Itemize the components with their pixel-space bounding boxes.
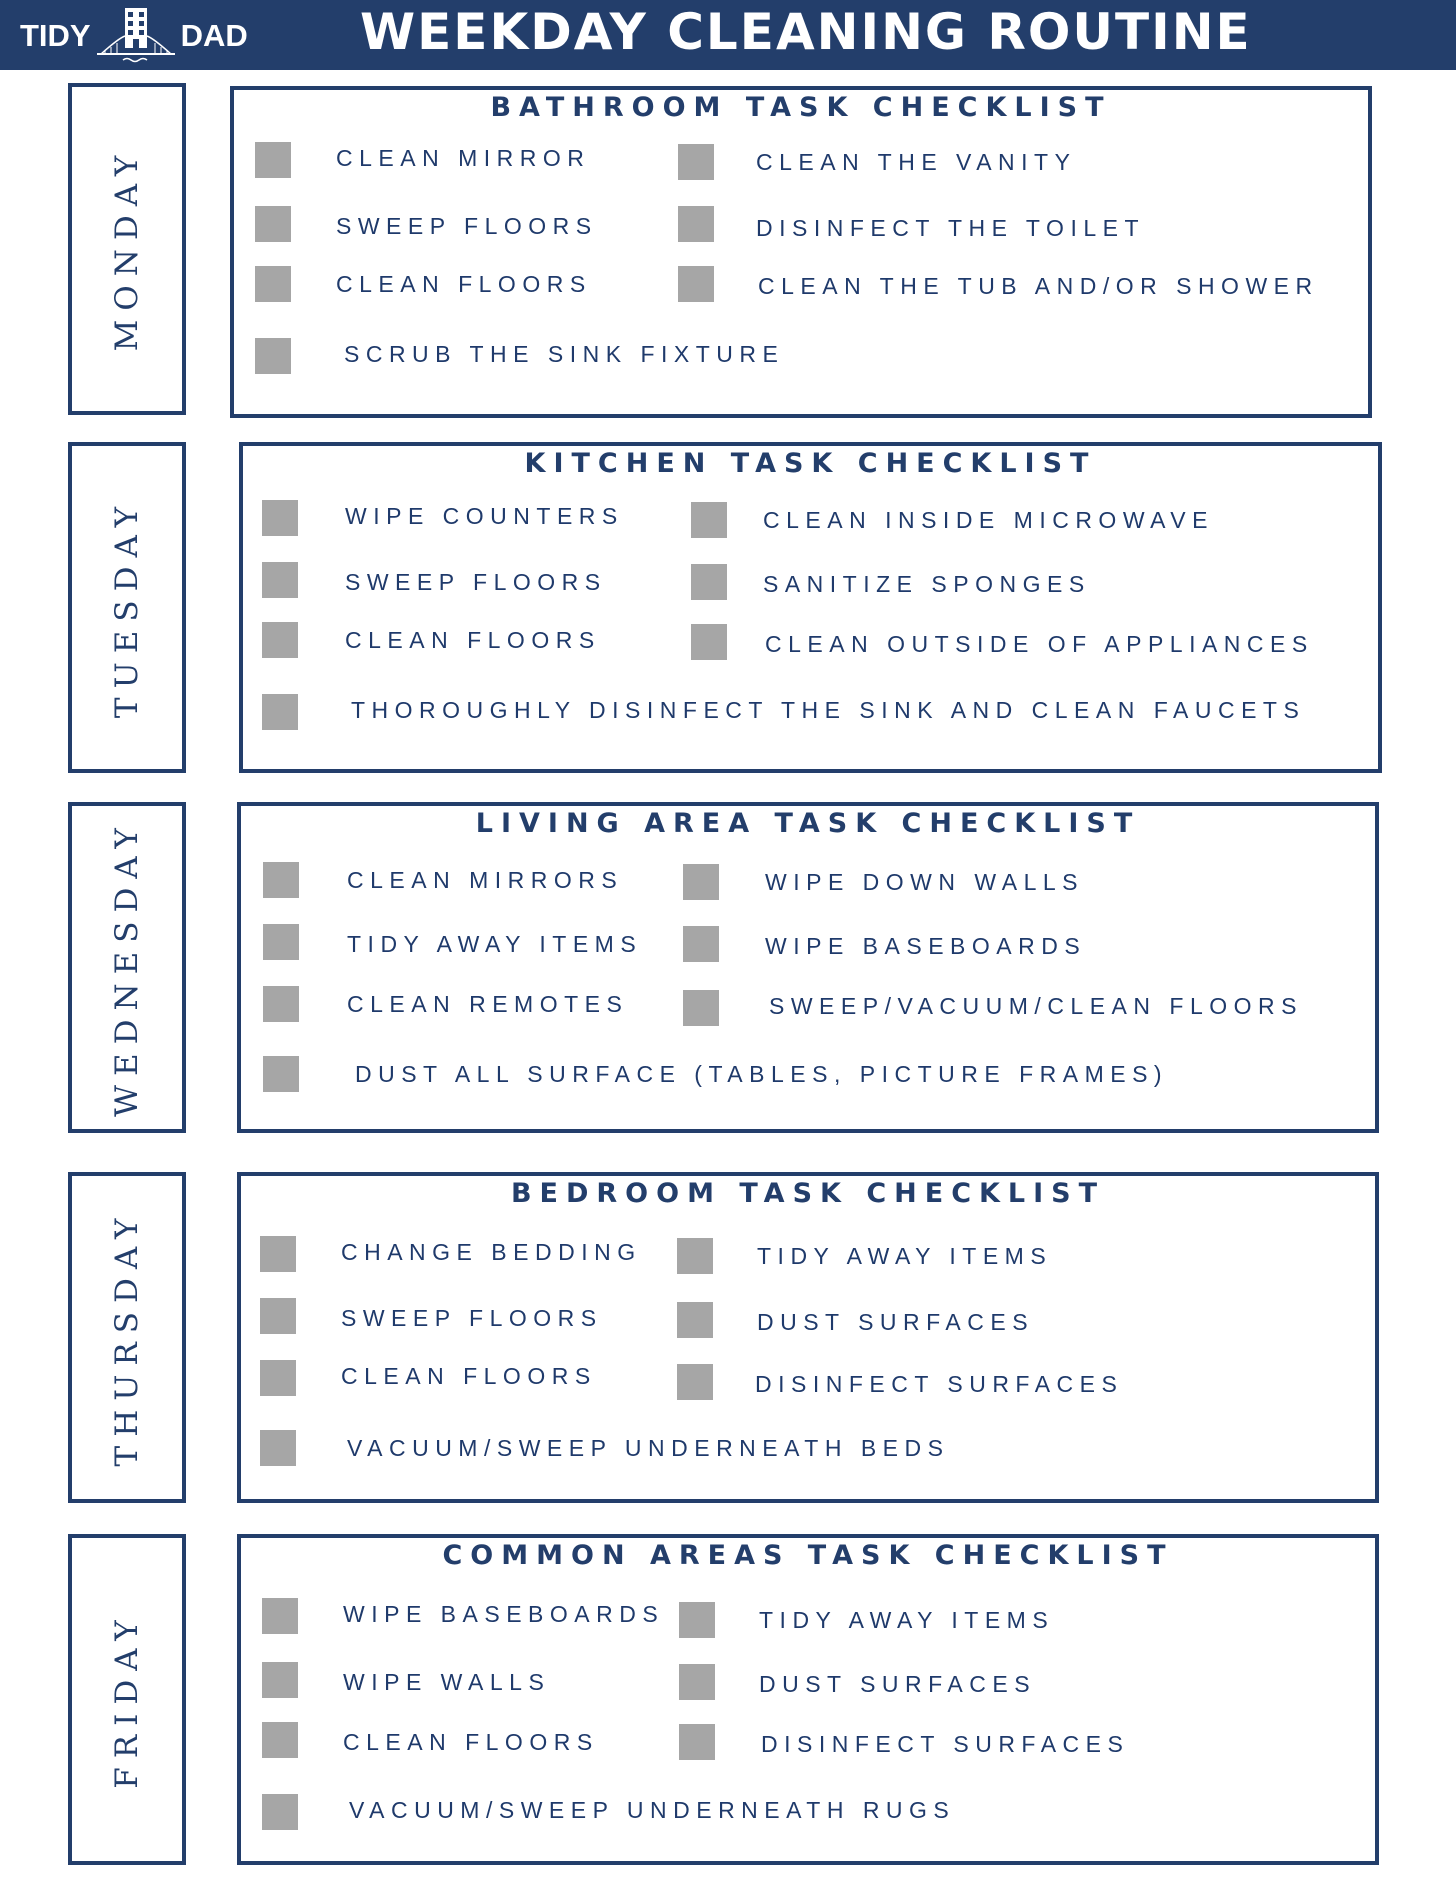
checkbox[interactable] (677, 1238, 713, 1274)
task-item: WIPE DOWN WALLS (765, 869, 1084, 895)
task-item: CLEAN FLOORS (341, 1363, 597, 1389)
task-item: SWEEP FLOORS (336, 213, 598, 239)
task-item: WIPE WALLS (343, 1669, 551, 1695)
task-item: CLEAN REMOTES (347, 991, 629, 1017)
checkbox[interactable] (260, 1360, 296, 1396)
checkbox[interactable] (260, 1236, 296, 1272)
checkbox[interactable] (679, 1602, 715, 1638)
task-item: VACUUM/SWEEP UNDERNEATH RUGS (349, 1797, 956, 1823)
checkbox[interactable] (677, 1302, 713, 1338)
checkbox[interactable] (255, 338, 291, 374)
day-label: THURSDAY (109, 1209, 145, 1466)
day-box-wednesday (68, 802, 186, 1133)
task-item: CLEAN FLOORS (345, 627, 601, 653)
checkbox[interactable] (263, 986, 299, 1022)
task-item: DUST SURFACES (759, 1671, 1037, 1697)
checkbox[interactable] (262, 1662, 298, 1698)
checkbox[interactable] (677, 1364, 713, 1400)
task-item: CLEAN MIRRORS (347, 867, 624, 893)
checkbox[interactable] (679, 1664, 715, 1700)
task-item: WIPE BASEBOARDS (343, 1601, 665, 1627)
task-item: TIDY AWAY ITEMS (757, 1243, 1053, 1269)
checklist-common-areas (237, 1534, 1379, 1865)
checkbox[interactable] (263, 924, 299, 960)
tidy-dad-logo (20, 6, 248, 66)
checkbox[interactable] (263, 1056, 299, 1092)
checkbox[interactable] (260, 1298, 296, 1334)
checklist-living-area (237, 802, 1379, 1133)
checkbox[interactable] (260, 1430, 296, 1466)
task-item: DISINFECT SURFACES (761, 1731, 1130, 1757)
checklist-bedroom (237, 1172, 1379, 1503)
header-bar (0, 0, 1456, 70)
task-item: SCRUB THE SINK FIXTURE (344, 341, 785, 367)
checkbox[interactable] (683, 926, 719, 962)
checkbox[interactable] (683, 864, 719, 900)
checkbox[interactable] (679, 1724, 715, 1760)
day-label: MONDAY (109, 146, 145, 352)
checklist-title: LIVING AREA TASK CHECKLIST (475, 808, 1141, 839)
checkbox[interactable] (683, 990, 719, 1026)
logo-word-dad: DAD (180, 18, 248, 53)
day-box-tuesday (68, 442, 186, 773)
checkbox[interactable] (262, 500, 298, 536)
checkbox[interactable] (678, 206, 714, 242)
task-item: SWEEP FLOORS (341, 1305, 603, 1331)
task-item: THOROUGHLY DISINFECT THE SINK AND CLEAN FAUCETS (351, 697, 1306, 723)
checklist-title: KITCHEN TASK CHECKLIST (524, 448, 1097, 479)
task-item: CLEAN FLOORS (336, 271, 592, 297)
task-item: WIPE COUNTERS (345, 503, 624, 529)
task-item: CHANGE BEDDING (341, 1239, 642, 1265)
checkbox[interactable] (262, 562, 298, 598)
checklist-title: BATHROOM TASK CHECKLIST (490, 92, 1112, 123)
checkbox[interactable] (691, 502, 727, 538)
task-item: CLEAN FLOORS (343, 1729, 599, 1755)
logo-word-tidy: TIDY (20, 18, 91, 53)
checkbox[interactable] (255, 206, 291, 242)
task-item: CLEAN INSIDE MICROWAVE (763, 507, 1214, 533)
checklist-title: BEDROOM TASK CHECKLIST (510, 1178, 1106, 1209)
checkbox[interactable] (255, 266, 291, 302)
task-item: WIPE BASEBOARDS (765, 933, 1087, 959)
task-item: TIDY AWAY ITEMS (759, 1607, 1055, 1633)
checkbox[interactable] (678, 144, 714, 180)
day-box-friday (68, 1534, 186, 1865)
task-item: CLEAN OUTSIDE OF APPLIANCES (765, 631, 1314, 657)
checkbox[interactable] (262, 1794, 298, 1830)
task-item: DUST ALL SURFACE (TABLES, PICTURE FRAMES) (355, 1061, 1169, 1087)
day-label: WEDNESDAY (109, 818, 145, 1117)
bridge-building-icon (95, 6, 177, 66)
task-item: SWEEP/VACUUM/CLEAN FLOORS (769, 993, 1303, 1019)
checkbox[interactable] (262, 1722, 298, 1758)
task-item: TIDY AWAY ITEMS (347, 931, 643, 957)
task-item: VACUUM/SWEEP UNDERNEATH BEDS (347, 1435, 950, 1461)
day-label: TUESDAY (109, 497, 145, 718)
task-item: DISINFECT THE TOILET (756, 215, 1146, 241)
checklist-title: COMMON AREAS TASK CHECKLIST (442, 1540, 1174, 1571)
task-item: SANITIZE SPONGES (763, 571, 1091, 597)
day-box-thursday (68, 1172, 186, 1503)
checkbox[interactable] (678, 266, 714, 302)
checkbox[interactable] (262, 694, 298, 730)
task-item: CLEAN MIRROR (336, 145, 591, 171)
checklist-bathroom (230, 86, 1372, 418)
checkbox[interactable] (262, 1598, 298, 1634)
checkbox[interactable] (255, 142, 291, 178)
checkbox[interactable] (262, 622, 298, 658)
task-item: DUST SURFACES (757, 1309, 1035, 1335)
day-box-monday (68, 83, 186, 415)
day-label: FRIDAY (109, 1610, 145, 1789)
checkbox[interactable] (691, 624, 727, 660)
task-item: DISINFECT SURFACES (755, 1371, 1124, 1397)
page-title: WEEKDAY CLEANING ROUTINE (360, 3, 1252, 61)
checkbox[interactable] (263, 862, 299, 898)
task-item: CLEAN THE TUB AND/OR SHOWER (758, 273, 1319, 299)
checkbox[interactable] (691, 564, 727, 600)
task-item: CLEAN THE VANITY (756, 149, 1077, 175)
checklist-kitchen (239, 442, 1382, 773)
task-item: SWEEP FLOORS (345, 569, 607, 595)
